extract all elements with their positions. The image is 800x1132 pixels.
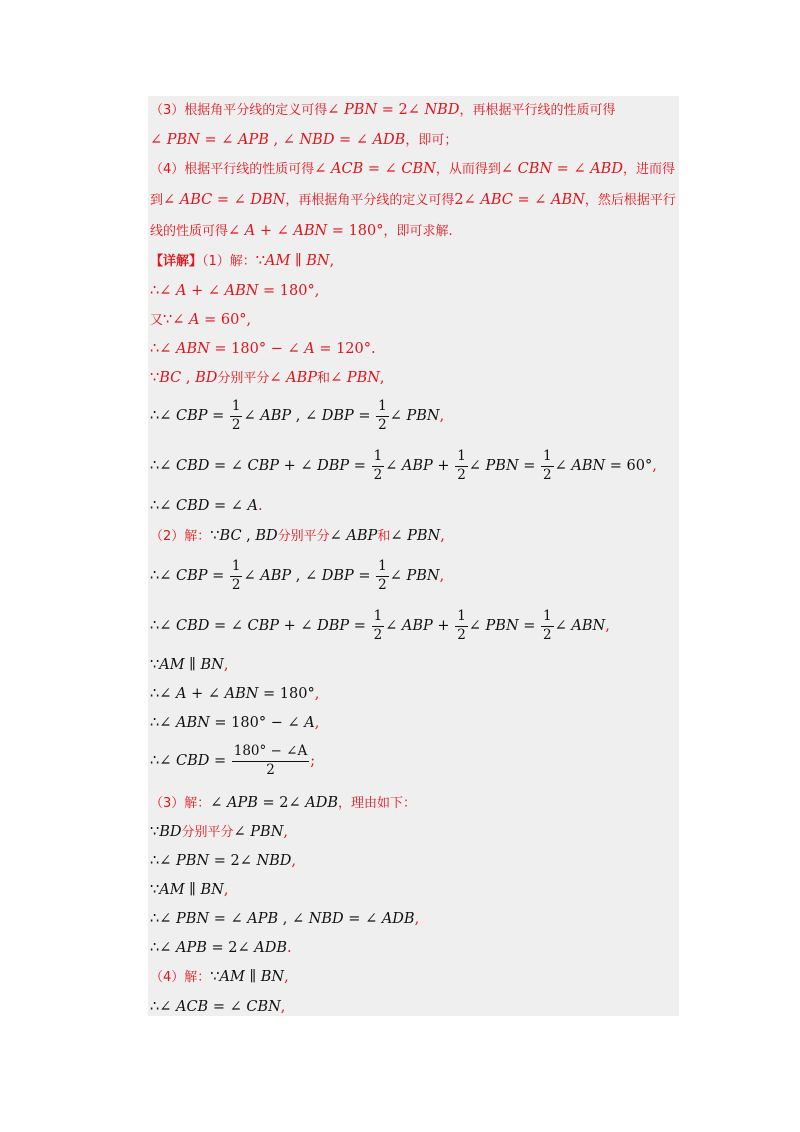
fraction: $\frac{1}{2}$ [378,558,387,593]
text-line-15: ∴∠ CBP = $\frac{1}{2}$ ∠ ABP , ∠ DBP = $\frac{1}{2}$ ∠ PBN, [150,558,445,593]
fraction: $\frac{1}{2}$ [378,398,387,433]
text-line-1: （3）根据角平分线的定义可得∠ PBN = 2∠ NBD，再根据平行线的性质可得 [150,102,616,118]
text-line-18: ∴∠ A + ∠ ABN = 180°, [150,686,320,702]
fraction: $\frac{1}{2}$ [543,608,552,643]
text-line-6: 【详解】（1）解：∵AM ∥ BN, [150,253,335,269]
text-line-13: ∴∠ CBD = ∠ A. [150,498,263,514]
text-line-20: ∴∠ CBD = $\frac{180^\circ - \angle A}{2}$ ; [150,743,316,778]
text-line-22: ∵BD分别平分∠ PBN, [150,824,288,840]
detail-label: 【详解】 [150,254,203,269]
fraction: $\frac{1}{2}$ [373,608,383,643]
text-line-17: ∵AM ∥ BN, [150,657,229,673]
text-line-21: （3）解：∠ APB = 2∠ ADB，理由如下： [150,795,417,811]
text-line-11: ∴∠ CBP = $\frac{1}{2}$ ∠ ABP , ∠ DBP = $\frac{1}{2}$ ∠ PBN, [150,398,445,433]
fraction: $\frac{1}{2}$ [543,448,552,483]
text-line-2: ∠ PBN = ∠ APB , ∠ NBD = ∠ ADB，即可； [150,132,458,148]
text-line-7: ∴∠ A + ∠ ABN = 180°, [150,283,320,299]
fraction: $\frac{1}{2}$ [231,398,241,433]
text-line-14: （2）解：∵BC , BD分别平分∠ ABP和∠ PBN, [150,528,445,544]
fraction: $\frac{180^\circ - \angle A}{2}$ [233,743,308,778]
text-line-8: 又∵∠ A = 60°, [150,312,252,328]
text-line-23: ∴∠ PBN = 2∠ NBD, [150,853,297,869]
text-line-5: 线的性质可得∠ A + ∠ ABN = 180°，即可求解. [150,223,453,239]
text-line-19: ∴∠ ABN = 180° − ∠ A, [150,715,320,731]
text-line-24: ∵AM ∥ BN, [150,882,229,898]
text-line-16: ∴∠ CBD = ∠ CBP + ∠ DBP = $\frac{1}{2}$ ∠ ABP + $\frac{1}{2}$ ∠ PBN = $\frac{1}{2}$ ∠ ABN, [150,608,610,643]
text-line-4: 到∠ ABC = ∠ DBN，再根据角平分线的定义可得2∠ ABC = ∠ ABN，然后根据平行 [150,192,676,208]
text-line-12: ∴∠ CBD = ∠ CBP + ∠ DBP = $\frac{1}{2}$ ∠ ABP + $\frac{1}{2}$ ∠ PBN = $\frac{1}{2}$ ∠ ABN = 60°, [150,448,657,483]
fraction: $\frac{1}{2}$ [231,558,241,593]
fraction: $\frac{1}{2}$ [457,448,466,483]
text-line-10: ∵BC , BD分别平分∠ ABP和∠ PBN, [150,370,385,386]
text-line-27: （4）解：∵AM ∥ BN, [150,969,289,985]
text-line-26: ∴∠ APB = 2∠ ADB. [150,940,292,956]
text-line-25: ∴∠ PBN = ∠ APB , ∠ NBD = ∠ ADB, [150,911,420,927]
text-line-28: ∴∠ ACB = ∠ CBN, [150,999,286,1015]
fraction: $\frac{1}{2}$ [457,608,466,643]
text-line-9: ∴∠ ABN = 180° − ∠ A = 120°. [150,341,376,357]
fraction: $\frac{1}{2}$ [373,448,383,483]
text-line-3: （4）根据平行线的性质可得∠ ACB = ∠ CBN，从而得到∠ CBN = ∠ ABD，进而得 [150,161,675,177]
